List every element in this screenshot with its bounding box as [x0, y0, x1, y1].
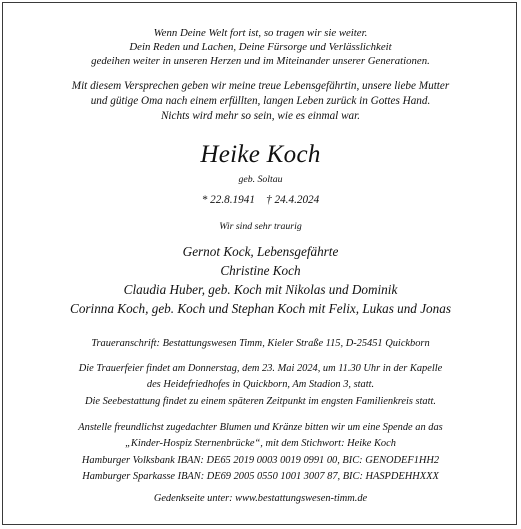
- donation-line-2: „Kinder-Hospiz Sternenbrücke“, mit dem Stichwort: Heike Koch: [125, 438, 396, 449]
- birth-name: geb. Soltau: [238, 174, 283, 185]
- donation-bank-sparkasse: Hamburger Sparkasse IBAN: DE69 2005 0550 1001 3007 87, BIC: HASPDEHHXXX: [82, 471, 439, 482]
- mourning-address: Traueranschrift: Bestattungswesen Timm, Kieler Straße 115, D-25451 Quickborn: [91, 338, 430, 349]
- memorial-page-link: Gedenkseite unter: www.bestattungswesen-timm.de: [153, 493, 368, 504]
- donation-bank-volksbank: Hamburger Volksbank IBAN: DE65 2019 0003 0019 0991 00, BIC: GENODEF1HH2: [81, 455, 440, 466]
- intro-line-1: Mit diesem Versprechen geben wir meine treue Lebensgefährtin, unsere liebe Mutter: [71, 80, 450, 92]
- ceremony-line-1: Die Trauerfeier findet am Donnerstag, dem 23. Mai 2024, um 11.30 Uhr in der Kapelle: [78, 363, 443, 374]
- poem-line-3: gedeihen weiter in unseren Herzen und im Miteinander unserer Generationen.: [91, 55, 430, 67]
- poem-line-1: Wenn Deine Welt fort ist, so tragen wir sie weiter.: [153, 27, 368, 39]
- poem-line-2: Dein Reden und Lachen, Deine Fürsorge und Verlässlichkeit: [129, 41, 392, 53]
- life-dates: * 22.8.1941 † 24.4.2024: [201, 194, 320, 206]
- family-member-1: Gernot Kock, Lebensgefährte: [182, 244, 339, 259]
- mourning-phrase: Wir sind sehr traurig: [219, 221, 302, 232]
- family-member-2: Christine Koch: [220, 263, 301, 278]
- donation-line-1: Anstelle freundlichst zugedachter Blumen und Kränze bitten wir um eine Spende an das: [78, 422, 443, 433]
- family-member-4: Corinna Koch, geb. Koch und Stephan Koch mit Felix, Lukas und Jonas: [70, 301, 451, 316]
- deceased-name: Heike Koch: [200, 141, 321, 168]
- ceremony-line-3: Die Seebestattung findet zu einem späteren Zeitpunkt im engsten Familienkreis statt.: [84, 396, 436, 407]
- family-member-3: Claudia Huber, geb. Koch mit Nikolas und Dominik: [123, 282, 398, 297]
- intro-line-3: Nichts wird mehr so sein, wie es einmal war.: [160, 110, 361, 122]
- ceremony-line-2: des Heidefriedhofes in Quickborn, Am Stadion 3, statt.: [146, 379, 375, 390]
- intro-line-2: und gütige Oma nach einem erfüllten, langen Leben zurück in Gottes Hand.: [90, 95, 431, 107]
